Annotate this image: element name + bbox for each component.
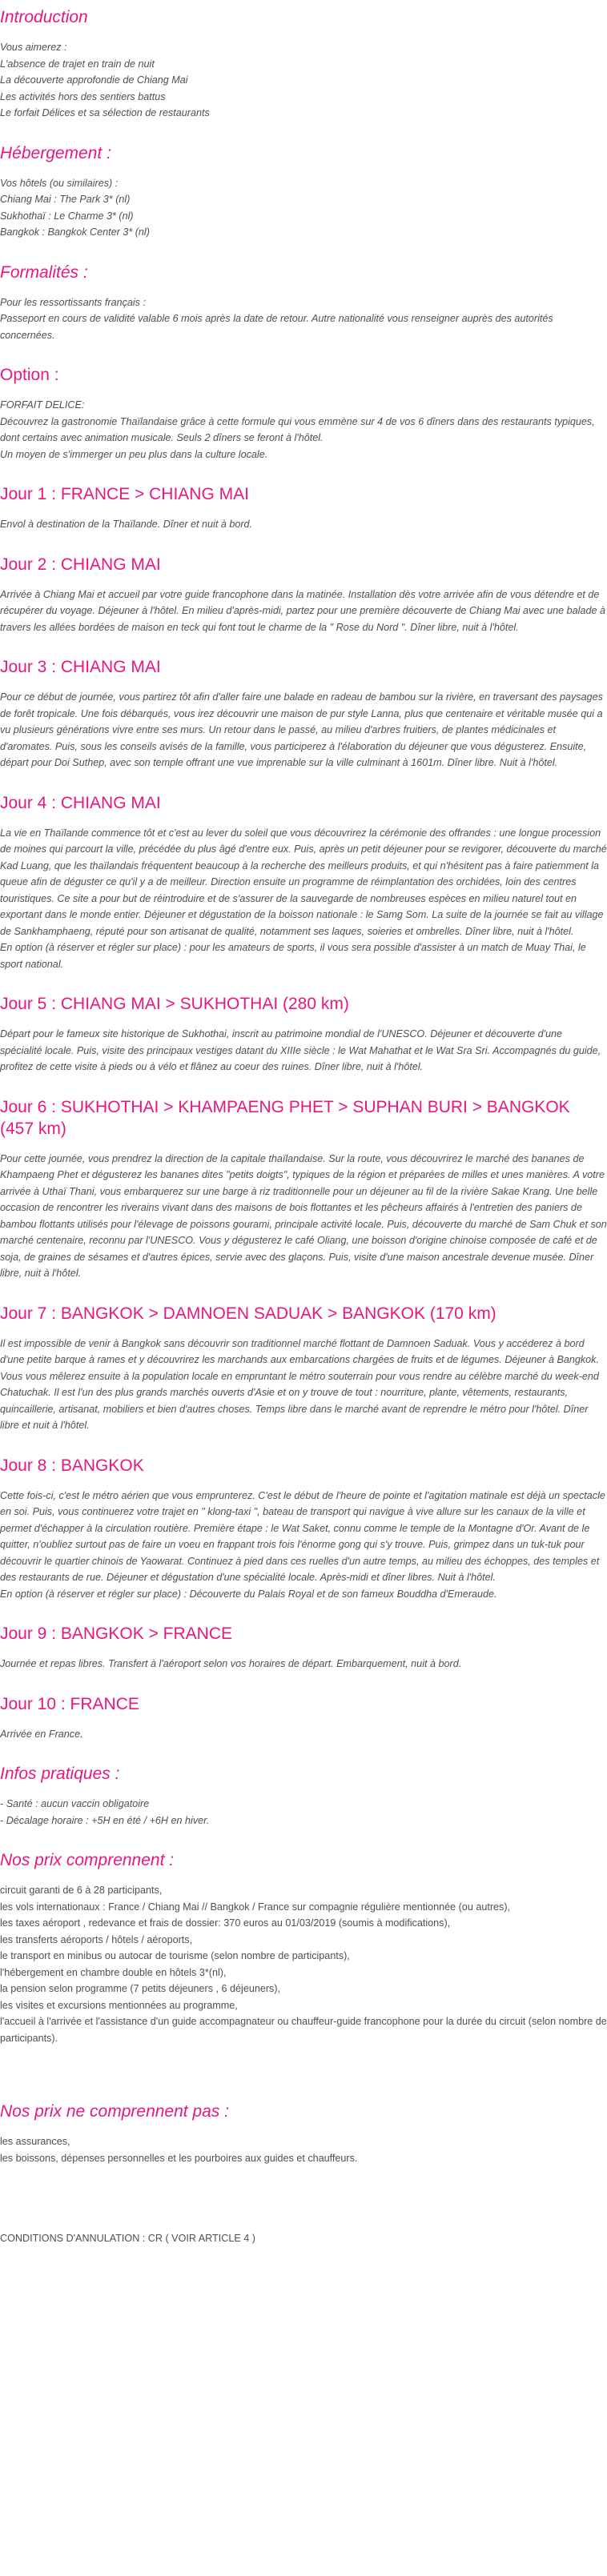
section-introduction [0,6,607,122]
day-description: Pour ce début de journée, vous partirez tôt afin d'aller faire une balade en radeau de bambou sur la rivière, en traversant des paysages de forêt tropicale. Une fois débarqués, vous irez découvrir une maison de pur style Lanna, plus que centenaire et véritable musée qui a vu plusieurs générations vivre entre ses murs. Un retour dans le passé, au milieu d'arbres fruitiers, de plantes médicinales et d'aromates. Puis, sous les conseils avisés de la famille, vous participerez à l'élaboration du déjeuner que vous dégusterez. Ensuite, départ pour Doi Suthep, avec son temple offrant une vue imprenable sur la ville culminant à 1601m. Dîner libre. Nuit à l'hôtel. [0,691,603,768]
list-item: les assurances, [0,2136,70,2147]
spacer [0,2187,607,2221]
day-description: Journée et repas libres. Transfert à l'aéroport selon vos horaires de départ. Embarquement, nuit à bord. [0,1658,462,1669]
section-prix-ne-comprennent-pas [0,2101,607,2166]
list-item: l'hébergement en chambre double en hôtels 3*(nl), [0,1966,227,1978]
section-title: Option : [0,366,59,384]
section-body [0,39,607,122]
text-line: Vous aimerez : [0,42,67,53]
text-line: Un moyen de s'immerger un peu plus dans la culture locale. [0,448,268,460]
day-description: Arrivée en France. [0,1728,83,1740]
cancellation-conditions: CONDITIONS D'ANNULATION : CR ( VOIR ARTICLE 4 ) [0,2233,255,2244]
text-line: Pour les ressortissants français : [0,296,146,308]
section-jour-2 [0,554,607,636]
day-title: Jour 3 : CHIANG MAI [0,658,161,676]
day-description: Départ pour le fameux site historique de Sukhothai, inscrit au patrimoine mondial de l'UNESCO. Déjeuner et découverte d'une spécialité locale. Puis, visite des principaux vestiges datant du XIIIe siècle : le Wat Mahathat et le Wat Sra Sri. Accompagnés du guide, profitez de cette visite à pieds ou à vélo et flânez au coeur des ruines. Dîner libre, nuit à l'hôtel. [0,1028,601,1072]
text-line: Vos hôtels (ou similaires) : [0,177,119,189]
text-line: Découvrez la gastronomie Thaïlandaise grâce à cette formule qui vous emmène sur 4 de vos 6 dîners dans des restaurants typiques, dont certains avec animation musicale. Seuls 2 dîners se feront à l'hôtel. [0,415,595,443]
section-jour-9 [0,1623,607,1673]
section-title: Infos pratiques : [0,1765,120,1783]
day-title: Jour 2 : CHIANG MAI [0,555,161,574]
list-item: les transferts aéroports / hôtels / aéroports, [0,1933,193,1945]
text-line: Le forfait Délices et sa sélection de restaurants [0,107,210,118]
text-line: Cette fois-ci, c'est le métro aérien que vous emprunterez. C'est le début de l'heure de pointe et l'agitation matinale est déjà un spectacle en soi. Puis, vous continuerez votre trajet en " klong-taxi ", bateau de transport qui navigue à vive allure sur les canaux de la ville et permet d'échapper à la circulation routière. Première étape : le Wat Saket, connu comme le temple de la Montagne d'Or. Avant de le quitter, n'oubliez surtout pas de faire un voeu en frappant trois fois l'énorme gong qui s'y trouve. Puis, grimpez dans un tuk-tuk pour découvrir le quartier chinois de Yaowarat. Continuez à pied dans ces ruelles d'un autre temps, au milieu des échoppes, des temples et des restaurants de rue. Déjeuner et dégustation d'une spécialité locale. Après-midi et dîner libres. Nuit à l'hôtel. [0,1489,605,1583]
day-description [0,825,607,973]
section-body [0,1796,607,1829]
list-item: les vols internationaux : France / Chiang Mai // Bangkok / France sur compagnie régulière mentionnée (ou autres), [0,1901,511,1913]
list-item: les visites et excursions mentionnées au programme, [0,1999,238,2011]
text-line: La vie en Thaïlande commence tôt et c'est au lever du soleil que vous découvrirez la cérémonie des offrandes : une longue procession de moines qui parcourt la ville, précédée du plus âgé d'entre eux. Puis, après un petit déjeuner pour se revigorer, découverte du marché Kad Luang, que les thaïlandais fréquentent beaucoup à la recherche des meilleurs produits, et qui n'hésitent pas à faire patiemment la queue afin de déguster ce qu'il y a de meilleur. Direction ensuite un programme de réimplantation des orchidées, loin des centres touristiques. Ce site a pour but de réintroduire et de s'assurer de la sauvegarde de nombreuses espèces en milieu naturel tout en exportant dans le monde entier. Déjeuner et dégustation de la boisson nationale : le Samg Som. La suite de la journée se fait au village de Sankhamphaeng, réputé pour son artisanat de qualité, notamment ses laques, soieries et ombrelles. Dîner libre, nuit à l'hôtel. [0,827,607,937]
section-body [0,294,607,344]
section-prix-comprennent [0,1849,607,2046]
day-title: Jour 4 : CHIANG MAI [0,793,161,812]
section-body [0,175,607,241]
day-description: Arrivée à Chiang Mai et accueil par votre guide francophone dans la matinée. Installation dès votre arrivée afin de vous détendre et de récupérer du voyage. Déjeuner à l'hôtel. En milieu d'après-midi, partez pour une première découverte de Chiang Mai avec une balade à travers les allées bordées de maison en teck qui font tout le charme de la " Rose du Nord ". Dîner libre, nuit à l'hôtel. [0,588,605,633]
section-formalites [0,262,607,344]
day-title: Jour 7 : BANGKOK > DAMNOEN SADUAK > BANGKOK (170 km) [0,1304,496,1323]
day-description [0,1488,607,1603]
section-title: Nos prix ne comprennent pas : [0,2102,229,2121]
section-title: Nos prix comprennent : [0,1851,175,1869]
list-item: le transport en minibus ou autocar de tourisme (selon nombre de participants), [0,1950,350,1961]
day-title: Jour 8 : BANGKOK [0,1456,144,1475]
day-description: Envol à destination de la Thaïlande. Dîner et nuit à bord. [0,519,253,530]
section-jour-8 [0,1455,607,1603]
text-line: - Décalage horaire : +5H en été / +6H en hiver. [0,1814,210,1826]
section-jour-6 [0,1096,607,1282]
text-line: Sukhothaï : Le Charme 3* (nl) [0,210,134,222]
section-body [0,397,607,463]
text-line: L'absence de trajet en train de nuit [0,58,155,70]
section-jour-1 [0,483,607,533]
list-item: l'accueil à l'arrivée et l'assistance d'un guide accompagnateur ou chauffeur-guide francophone pour la durée du circuit (selon nombre de participants). [0,2016,607,2044]
text-line: En option (à réserver et régler sur place) : pour les amateurs de sports, il vous sera possible d'assister à un match de Muay Thai, le sport national. [0,942,586,970]
text-line: Passeport en cours de validité valable 6 mois après la date de retour. Autre nationalité vous renseigner auprès des autorités concernées. [0,313,553,341]
section-jour-4 [0,792,607,973]
text-line: Les activités hors des sentiers battus [0,90,166,102]
day-title: Jour 5 : CHIANG MAI > SUKHOTHAI (280 km) [0,995,349,1013]
text-line: La découverte approfondie de Chiang Mai [0,74,188,86]
list-item: la pension selon programme (7 petits déjeuners , 6 déjeuners), [0,1983,281,1994]
list-item: les boissons, dépenses personnelles et les pourboires aux guides et chauffeurs. [0,2152,358,2164]
section-jour-7 [0,1303,607,1434]
text-line: En option (à réserver et régler sur place) : Découverte du Palais Royal et de son fameux Bouddha d'Emeraude. [0,1588,497,1600]
day-title: Jour 9 : BANGKOK > FRANCE [0,1625,233,1643]
section-title: Introduction [0,8,88,26]
text-line: - Santé : aucun vaccin obligatoire [0,1798,150,1809]
section-body [0,2133,607,2166]
section-jour-5 [0,993,607,1076]
section-body [0,1882,607,2046]
section-infos-pratiques [0,1763,607,1829]
section-hebergement [0,142,607,241]
section-option [0,364,607,463]
text-line: Bangkok : Bangkok Center 3* (nl) [0,226,150,238]
section-jour-3 [0,656,607,771]
section-jour-10 [0,1693,607,1743]
section-title: Formalités : [0,262,88,282]
list-item: circuit garanti de 6 à 28 participants, [0,1885,163,1896]
text-line: FORFAIT DELICE: [0,399,85,411]
day-title: Jour 6 : SUKHOTHAI > KHAMPAENG PHET > SUPHAN BURI > BANGKOK (457 km) [0,1097,570,1138]
day-title: Jour 10 : FRANCE [0,1694,139,1713]
day-description: Pour cette journée, vous prendrez la direction de la capitale thaïlandaise. Sur la route, vous découvrirez le marché des bananes de Khampaeng Phet et dégusterez les bananes dites "petits doigts", typiques de la région et préparées de milles et unes manières. A votre arrivée à Uthaï Thani, vous embarquerez sur une barge à riz traditionnelle pour un déjeuner au fil de la rivière Sakae Krang. Une belle occasion de rencontrer les riverains vivant dans des maisons de bois flottantes et les pêcheurs affairés à l'entretien des paniers de bambou flottants utilisés pour l'élevage de poissons gourami, principale activité locale. Puis, découverte du marché de Sam Chuk et son marché centenaire, reconnu par l'UNESCO. Vous y dégusterez le café Oliang, une boisson d'origine chinoise composée de café et de soja, de graines de sésames et d'autres épices, servie avec des glaçons. Puis, visite d'une maison ancestrale devenue musée. Dîner libre, nuit à l'hôtel. [0,1152,607,1279]
text-line: Chiang Mai : The Park 3* (nl) [0,194,131,205]
day-title: Jour 1 : FRANCE > CHIANG MAI [0,485,249,503]
section-title: Hébergement : [0,143,111,162]
spacer [0,2067,607,2101]
day-description: Il est impossible de venir à Bangkok sans découvrir son traditionnel marché flottant de Damnoen Saduak. Vous y accéderez à bord d'une petite barque à rames et y découvrirez les marchands aux embarcations chargées de fruits et de légumes. Déjeuner à Bangkok. Vous vous mêlerez ensuite à la population locale en empruntant le métro souterrain pour vous rendre au célèbre marché du week-end Chatuchak. Il est l'un des plus grands marchés ouverts d'Asie et on y trouve de tout : nourriture, plante, vêtements, restaurants, quincaillerie, artisanat, mobiliers et bien d'autres choses. Temps libre dans le marché avant de reprendre le métro pour l'hôtel. Dîner libre et nuit à l'hôtel. [0,1337,599,1431]
list-item: les taxes aéroport , redevance et frais de dossier: 370 euros au 01/03/2019 (soumis à modifications), [0,1917,451,1929]
